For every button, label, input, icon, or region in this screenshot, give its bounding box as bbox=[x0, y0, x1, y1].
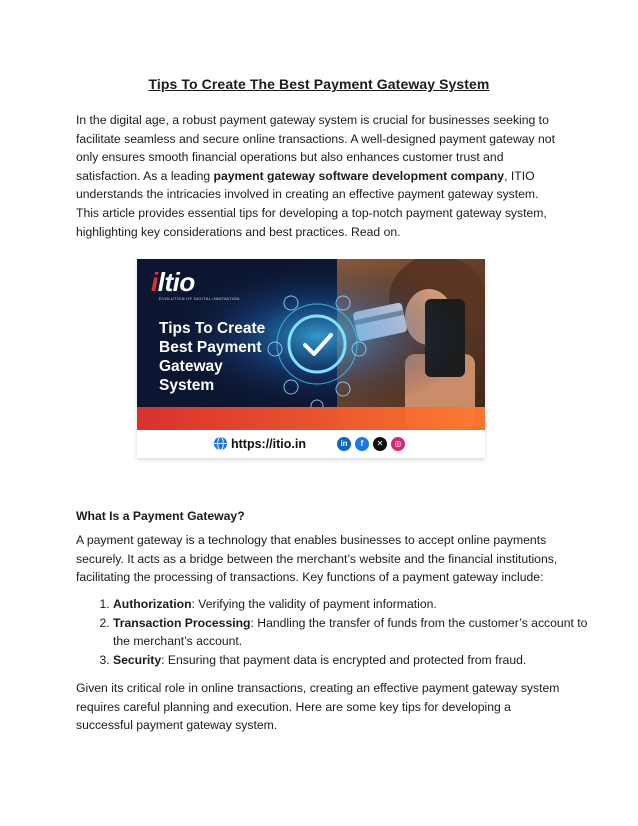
banner-image bbox=[137, 259, 485, 458]
section-body: A payment gateway is a technology that enables businesses to accept online payments securely. It acts as a bridge between the merchant’s website and the financial institutions, facilitating the processing of transactions. Key functions of a payment gateway include: bbox=[76, 533, 558, 585]
intro-paragraph bbox=[76, 111, 562, 241]
facebook-icon[interactable]: f bbox=[355, 437, 369, 451]
list-item: 3. Security: Ensuring that payment data is encrypted and protected from fraud. bbox=[113, 651, 599, 670]
intro-bold-phrase: payment gateway software development company bbox=[213, 168, 505, 183]
banner-footer bbox=[137, 430, 485, 458]
page-title: Tips To Create The Best Payment Gateway System bbox=[148, 76, 490, 92]
intro-text-2: , ITIO understands the intricacies involved in creating an effective payment gateway system. This article provides essential tips for developing a top-notch payment gateway system, highlighting key considerations and best practices. Read on. bbox=[76, 168, 547, 239]
globe-icon bbox=[213, 436, 228, 451]
x-icon[interactable]: ✕ bbox=[373, 437, 387, 451]
logo-tagline: EVOLUTION OF DIGITAL INNOVATION bbox=[159, 296, 240, 301]
banner-url[interactable]: https://itio.in bbox=[231, 437, 306, 451]
banner-headline: Tips To Create Best Payment Gateway System bbox=[159, 320, 266, 394]
linkedin-icon[interactable]: in bbox=[337, 437, 351, 451]
instagram-icon[interactable]: ◎ bbox=[391, 437, 405, 451]
section-heading: What Is a Payment Gateway? bbox=[76, 509, 245, 523]
closing-paragraph: Given its critical role in online transactions, creating an effective payment gateway system requires careful planning and execution. Here are some key tips for developing a successful payment gateway system. bbox=[76, 681, 560, 733]
list-item: 1. Authorization: Verifying the validity of payment information. bbox=[113, 595, 599, 614]
itio-logo: iltio bbox=[151, 267, 195, 297]
intro-text-1: In the digital age, a robust payment gateway system is crucial for businesses seeking to facilitate seamless and secure online transactions. A well-designed payment gateway not only ensures smooth financial operations but also enhances customer trust and satisfaction. As a leading bbox=[76, 113, 555, 183]
functions-list bbox=[76, 595, 599, 669]
list-item: 2. Transaction Processing: Handling the transfer of funds from the customer’s account to the merchant’s account. bbox=[113, 614, 599, 651]
